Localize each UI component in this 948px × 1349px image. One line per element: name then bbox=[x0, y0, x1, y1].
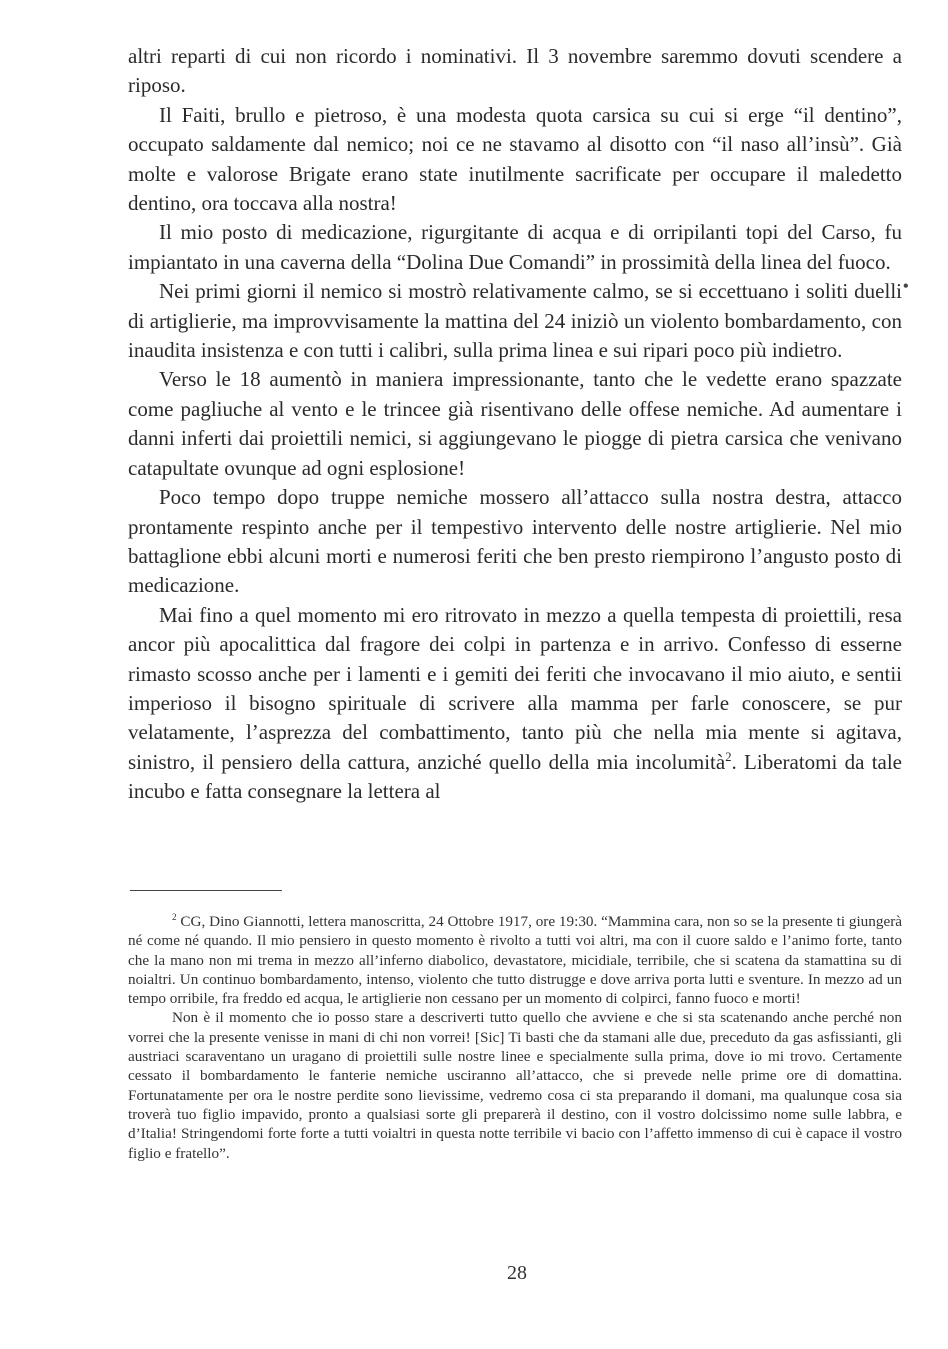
footnote-marker: 2 bbox=[172, 911, 177, 922]
footnote-paragraph-2: Non è il momento che io posso stare a descriverti tutto quello che avviene e che si sta scatenando anche perché non vorrei che la presente venisse in mani di chi non vorrei! [Sic] Ti basti che da stamani alle due, preceduto da gas asfissianti, gli austriaci scaraventano un uragano di proiettili sulle nostre linee e specialmente sulla prima, dove io mi trovo. Certamente cessato il bombardamento le fanterie nemiche usciranno all’attacco, che si prevede nelle prime ore di domattina. Fortunatamente per ora le nostre perdite sono lievissime, vedremo cosa ci sta preparando il domani, ma qualunque cosa sia troverà tuo figlio impavido, pronto a qualsiasi sorte gli preparerà il destino, con il vostro dolcissimo nome sulle labbra, e d’Italia! Stringendomi forte forte a tutti voialtri in questa notte terribile vi bacio con l’affetto immenso di cui è capace il vostro figlio e fratello”. bbox=[128, 1009, 902, 1162]
page-number: 28 bbox=[507, 1262, 527, 1284]
paragraph-5: Verso le 18 aumentò in maniera impressionante, tanto che le vedette erano spazzate come pagliuche al vento e le trincee già risentivano delle offese nemiche. Ad aumentare i danni inferti dai proiettili nemici, si aggiungevano le piogge di pietra carsica che venivano catapultate ovunque ad ogni esplosione! bbox=[128, 367, 902, 480]
footnote-text-1: CG, Dino Giannotti, lettera manoscritta, 24 Ottobre 1917, ore 19:30. “Mammina cara, non so se la presente ti giungerà né come né quando. Il mio pensiero in questo momento è rivolto a tutti voi altri, ma con il cuore saldo e l’animo forte, tanto che la mano non mi trema in mezzo all’inferno diabolico, devastatore, micidiale, terribile, che si scatena da stamattina su di noialtri. Un continuo bombardamento, intenso, violento che tutto distrugge e dove arriva porta lutti e sventure. In mezzo ad un tempo orribile, fra freddo ed acqua, le artiglierie non cessano per un momento di colpirci, fanno fuoco e morti! bbox=[128, 913, 903, 1008]
footnote-reference: 2 bbox=[725, 749, 732, 764]
paragraph-2: Il Faiti, brullo e pietroso, è una modesta quota carsica su cui si erge “il dentino”, occupato saldamente dal nemico; noi ce ne stavamo al disotto con “il naso all’insù”. Già molte e valorose Brigate erano state inutilmente sacrificate per occupare il maledetto dentino, ora toccava alla nostra! bbox=[128, 102, 902, 216]
margin-mark: • bbox=[903, 278, 909, 295]
main-text bbox=[128, 42, 902, 807]
paragraph-7-text: Mai fino a quel momento mi ero ritrovato in mezzo a quella tempesta di proiettili, resa ancor più apocalittica dal fragore dei colpi in partenza e in arrivo. Confesso di esserne rimasto scosso anche per i lamenti e i gemiti dei feriti che invocavano il mio aiuto, e sentii imperioso il bisogno spirituale di scrivere alla mamma per farle conoscere, se pur velatamente, l’asprezza del combattimento, tanto più che nella mia mente si agitava, sinistro, il pensiero della cattura, anziché quello della mia incolumità bbox=[128, 602, 902, 774]
footnote-separator bbox=[130, 890, 282, 891]
footnote bbox=[128, 912, 902, 1163]
paragraph-6: Poco tempo dopo truppe nemiche mossero all’attacco sulla nostra destra, attacco prontamente respinto anche per il tempestivo intervento delle nostre artiglierie. Nel mio battaglione ebbi alcuni morti e numerosi feriti che ben presto riempirono l’angusto posto di medicazione. bbox=[128, 485, 902, 598]
footnote-paragraph-1 bbox=[128, 912, 902, 1008]
paragraph-7-tail: . Liberatomi da tale incubo e fatta consegnare la lettera al bbox=[128, 749, 902, 804]
paragraph-4: Nei primi giorni il nemico si mostrò relativamente calmo, se si eccettuano i soliti duelli di artiglierie, ma improvvisamente la mattina del 24 iniziò un violento bombardamento, con inaudita insistenza e con tutti i calibri, sulla prima linea e sui ripari poco più indietro. bbox=[128, 279, 902, 363]
paragraph-1: altri reparti di cui non ricordo i nominativi. Il 3 novembre saremmo dovuti scendere a riposo. bbox=[128, 44, 902, 98]
paragraph-3: Il mio posto di medicazione, rigurgitante di acqua e di orripilanti topi del Carso, fu impiantato in una caverna della “Dolina Due Comandi” in prossimità della linea del fuoco. bbox=[128, 220, 902, 274]
paragraph-7 bbox=[128, 601, 902, 807]
